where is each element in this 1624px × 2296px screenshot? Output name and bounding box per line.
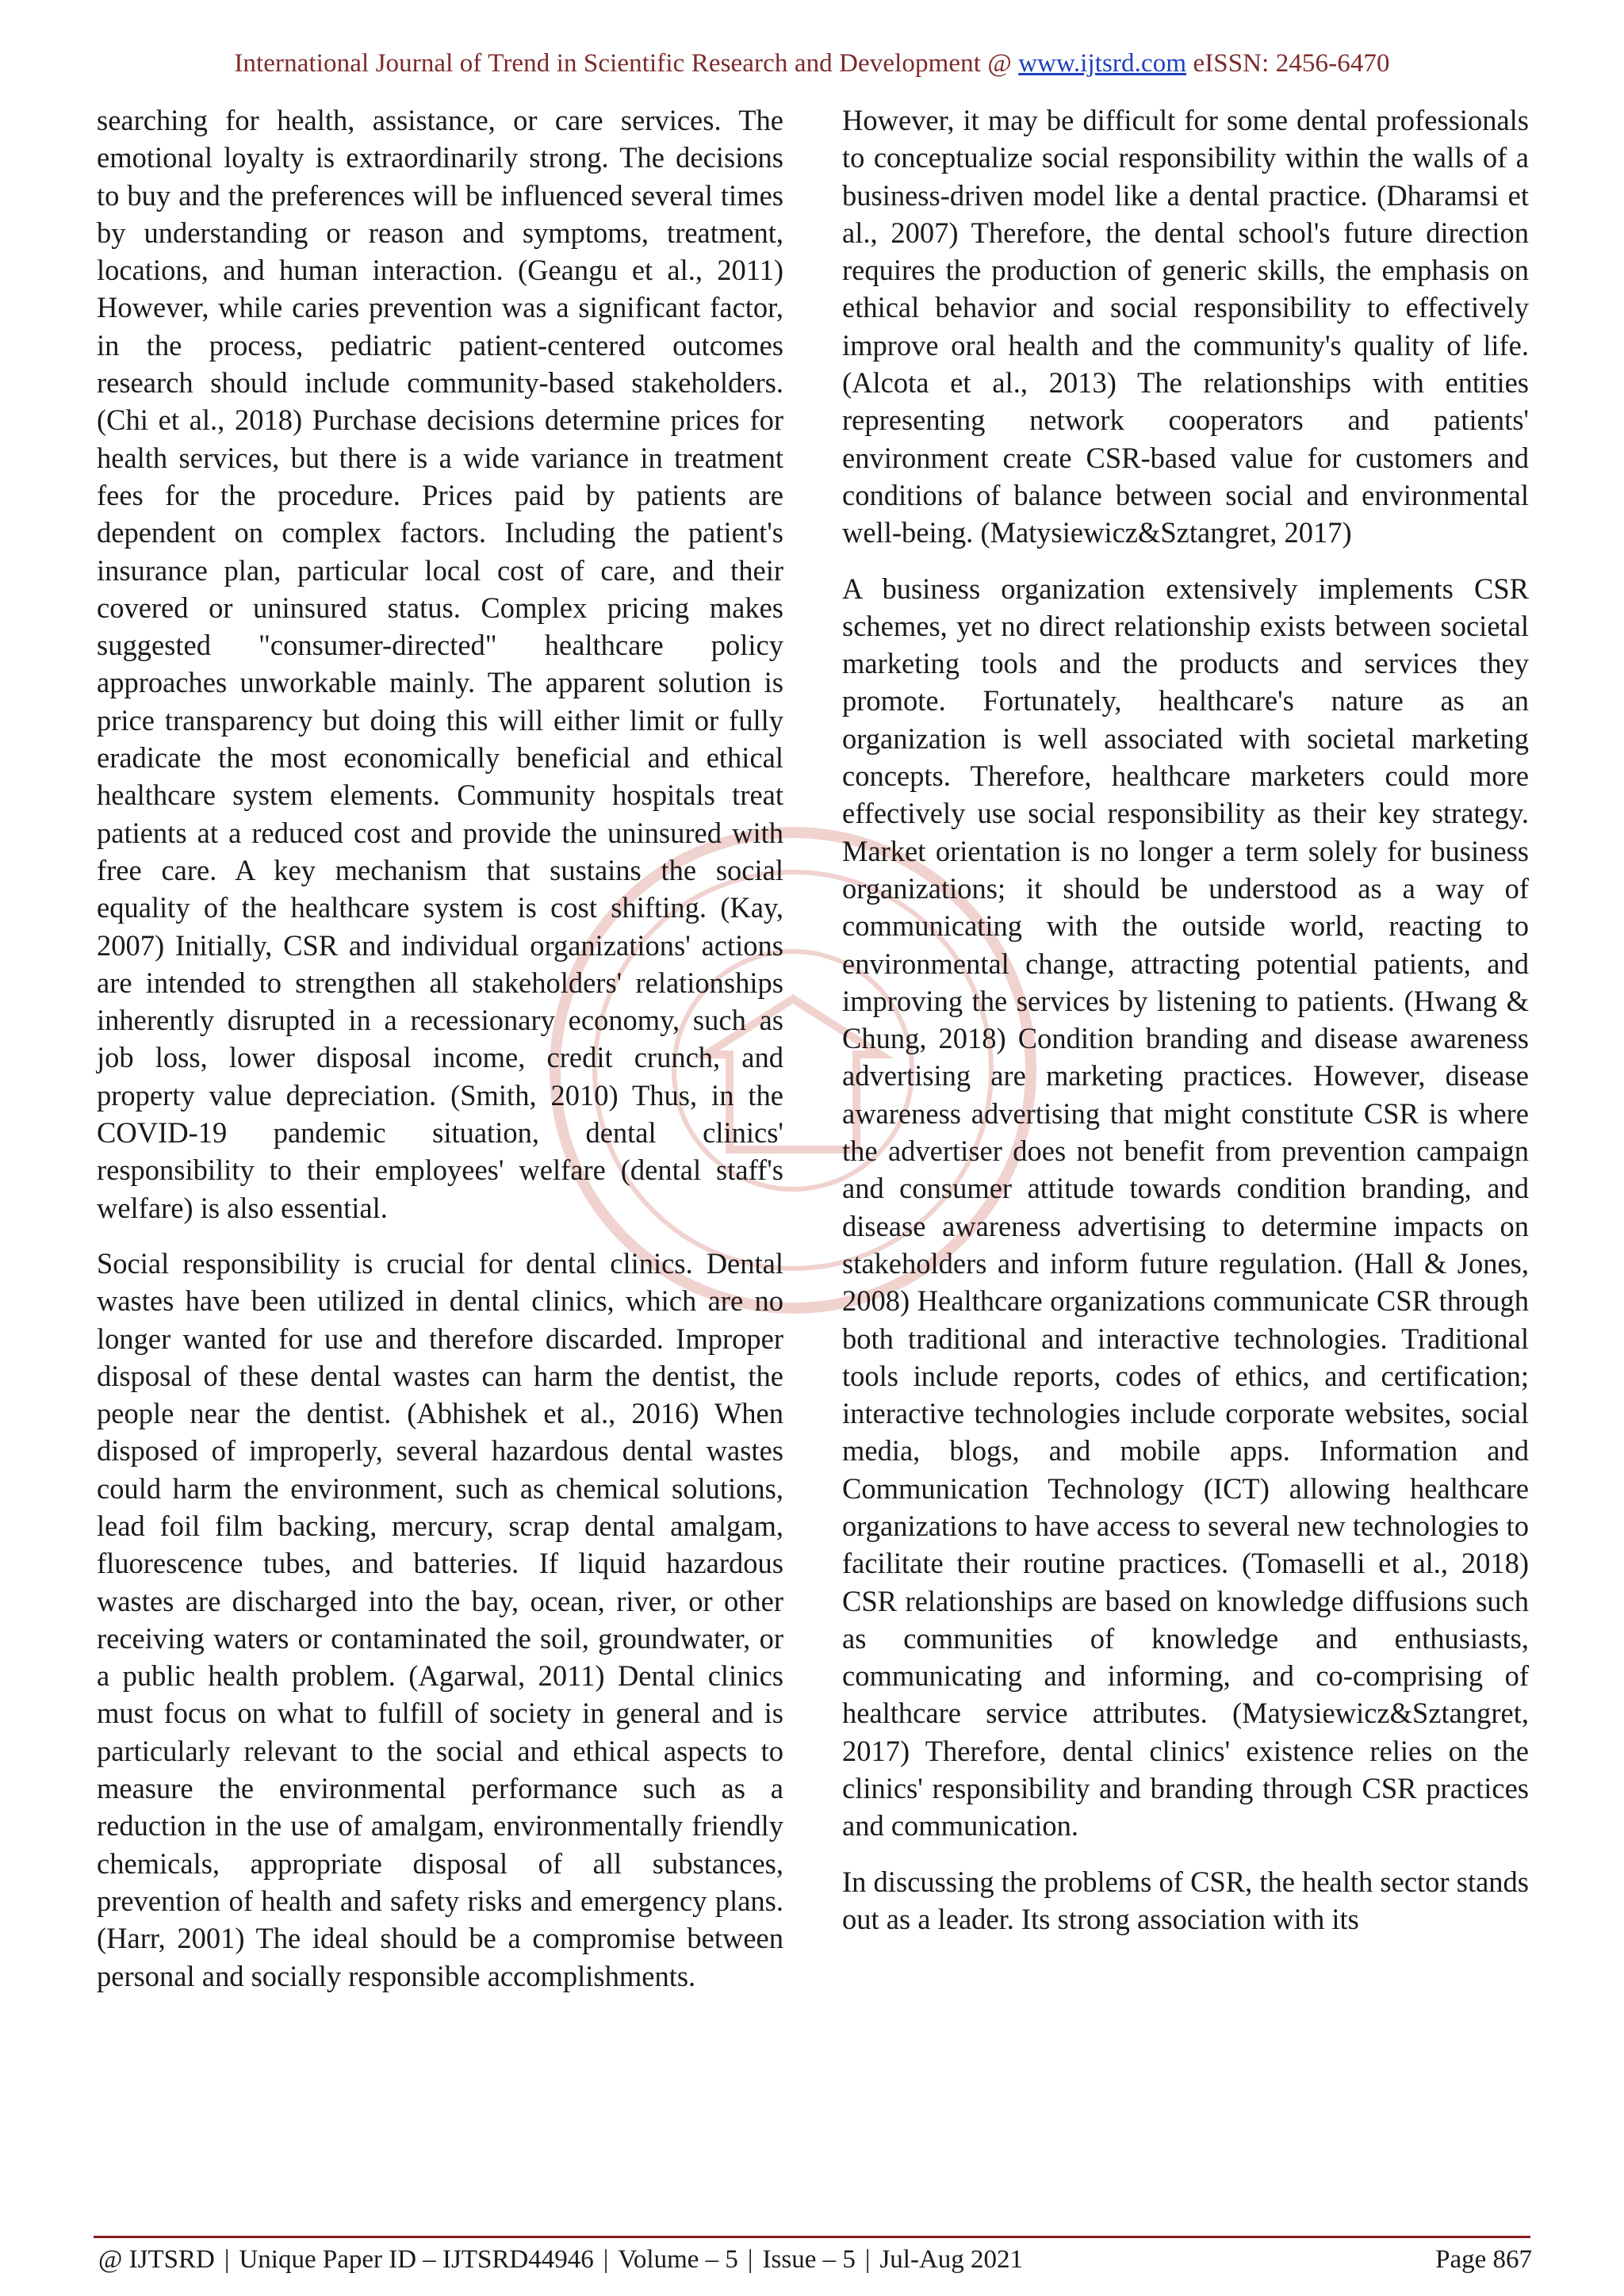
journal-url-link[interactable]: www.ijtsrd.com (1018, 49, 1187, 78)
footer-paper-id: Unique Paper ID – IJTSRD44946 (239, 2245, 594, 2274)
paragraph: However, it may be difficult for some dental professionals to conceptualize social responsibility within the walls of a business-driven model like a dental practice. (Dharamsi et al., 2007) Therefore, the dental school's future direction requires the production of generic skills, the emphasis on ethical behavior and social responsibility to effectively improve oral health and the community's quality of life. (Alcota et al., 2013) The relationships with entities representing network cooperators and patients' environment create CSR-based value for customers and conditions of balance between social and environmental well-being. (Matysiewicz&Sztangret, 2017) (842, 104, 1529, 549)
footer-issue: Issue – 5 (762, 2245, 856, 2274)
paragraph: In discussing the problems of CSR, the health sector stands out as a leader. Its strong association with its (842, 1865, 1529, 1935)
footer-volume: Volume – 5 (618, 2245, 738, 2274)
footer-date: Jul-Aug 2021 (879, 2245, 1024, 2274)
page-number: Page 867 (1435, 2245, 1532, 2274)
footer-divider (94, 2236, 1530, 2238)
paragraph: A business organization extensively implements CSR schemes, yet no direct relationship exists between societal marketing tools and the products and services they promote. Fortunately, healthcare's nature as an organization is well associated with societal marketing concepts. Therefore, healthcare marketers could more effectively use social responsibility as their key strategy. Market orientation is no longer a term solely for business organizations; it should be understood as a way of communicating with the outside world, reacting to environmental change, attracting potential patients, and improving the services by listening to patients. (Hwang & Chung, 2018) Condition branding and disease awareness advertising are marketing practices. However, disease awareness advertising that might constitute CSR is where the advertiser does not benefit from prevention campaign and consumer attitude towards condition branding, and disease awareness advertising to determine impacts on stakeholders and inform future regulation. (Hall & Jones, 2008) Healthcare organizations communicate CSR through both traditional and interactive technologies. Traditional tools include reports, codes of ethics, and certification; interactive technologies include corporate websites, social media, blogs, and mobile apps. Information and Communication Technology (ICT) allowing healthcare organizations to have access to several new technologies to facilitate their routine practices. (Tomaselli et al., 2018) CSR relationships are based on knowledge diffusions such as communities of knowledge and enthusiasts, communicating and informing, and co-comprising of healthcare service attributes. (Matysiewicz&Sztangret, 2017) Therefore, dental clinics' existence relies on the clinics' responsibility and branding through CSR practices and communication. (842, 572, 1529, 1843)
footer-journal: @ IJTSRD (98, 2245, 215, 2274)
header-issn: eISSN: 2456-6470 (1186, 49, 1390, 78)
paragraph: searching for health, assistance, or care services. The emotional loyalty is extraordinarily strong. The decisions to buy and the preferences will be influenced several times by understanding or reason and symptoms, treatment, locations, and human interaction. (Geangu et al., 2011) However, while caries prevention was a significant factor, in the process, pediatric patient-centered outcomes research should include community-based stakeholders. (Chi et al., 2018) Purchase decisions determine prices for health services, but there is a wide variance in treatment fees for the procedure. Prices paid by patients are dependent on complex factors. Including the patient's insurance plan, particular local cost of care, and their covered or uninsured status. Complex pricing makes suggested "consumer-directed" healthcare policy approaches unworkable mainly. The apparent solution is price transparency but doing this will either limit or fully eradicate the most economically beneficial and ethical healthcare system elements. Community hospitals treat patients at a reduced cost and provide the uninsured with free care. A key mechanism that sustains the social equality of the healthcare system is cost shifting. (Kay, 2007) Initially, CSR and individual organizations' actions are intended to strengthen all stakeholders' relationships inherently disrupted in a recessionary economy, such as job loss, lower disposal income, credit crunch, and property value depreciation. (Smith, 2010) Thus, in the COVID-19 pandemic situation, dental clinics' responsibility to their employees' welfare (dental staff's welfare) is also essential. (97, 104, 783, 1224)
footer-info: @ IJTSRD | Unique Paper ID – IJTSRD44946 | Volume – 5 | Issue – 5 | Jul-Aug 2021 (98, 2245, 1024, 2274)
paragraph: Social responsibility is crucial for dental clinics. Dental wastes have been utilized in dental clinics, which are no longer wanted for use and therefore discarded. Improper disposal of these dental wastes can harm the dentist, the people near the dentist. (Abhishek et al., 2016) When disposed of improperly, several hazardous dental wastes could harm the environment, such as chemical solutions, lead foil film backing, mercury, scrap dental amalgam, fluorescence tubes, and batteries. If liquid hazardous wastes are discharged into the bay, ocean, river, or other receiving waters or contaminated the soil, groundwater, or a public health problem. (Agarwal, 2011) Dental clinics must focus on what to fulfill of society in general and is particularly relevant to the social and ethical aspects to measure the environmental performance such as a reduction in the use of amalgam, environmentally friendly chemicals, appropriate disposal of all substances, prevention of health and safety risks and emergency plans. (Harr, 2001) The ideal should be a compromise between personal and socially responsible accomplishments. (97, 1246, 783, 1992)
page-footer (98, 2245, 1532, 2275)
running-header (0, 49, 1624, 78)
left-column (97, 101, 783, 2013)
header-journal-name: International Journal of Trend in Scientific Research and Development @ (234, 49, 1019, 78)
right-column (842, 101, 1529, 1956)
